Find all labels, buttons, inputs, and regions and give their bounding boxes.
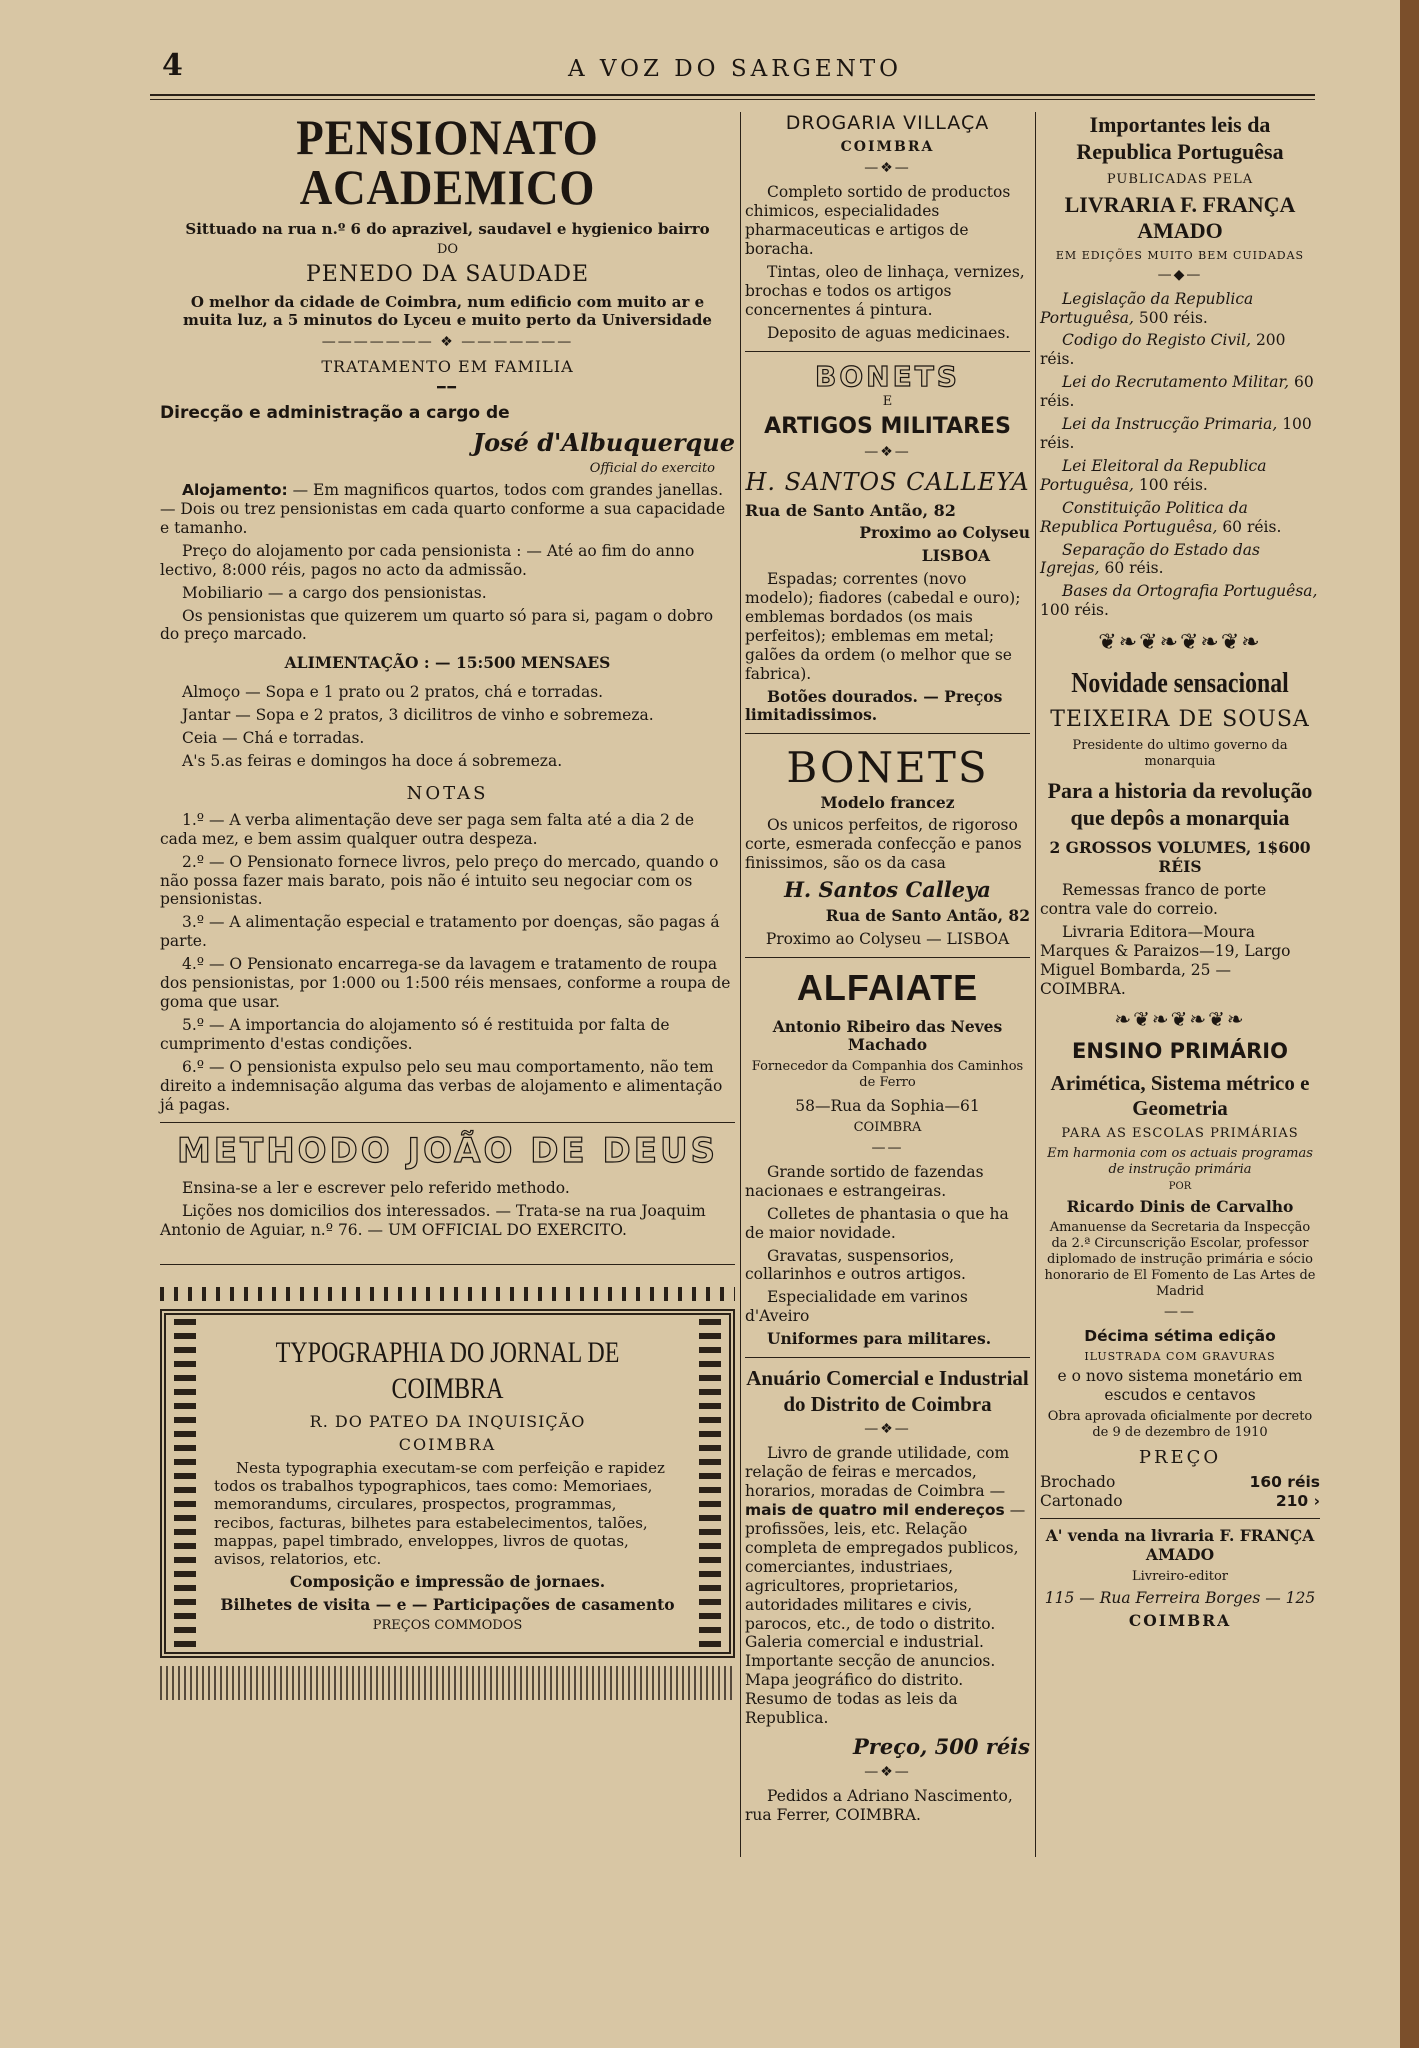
price-row-brochado xyxy=(1040,1473,1320,1492)
novidade-remessas: Remessas franco de porte contra vale do correio. xyxy=(1040,881,1267,919)
pensionato-tratamento: TRATAMENTO EM FAMILIA xyxy=(321,356,574,376)
bonets-modelo: Modelo francez xyxy=(820,792,955,812)
novidade-author: TEIXEIRA DE SOUSA xyxy=(1050,707,1310,733)
lei-item xyxy=(1040,541,1320,579)
divider-line xyxy=(745,733,1030,734)
drogaria-p1: Completo sortido de productos chimicos, especialidades pharmaceuticas e artigos de boracha. xyxy=(745,183,1011,259)
anuario-ad xyxy=(745,1366,1030,1824)
ensino-title: ENSINO PRIMÁRIO xyxy=(1072,1038,1288,1063)
ornament-divider: —— xyxy=(1164,1303,1196,1320)
calleya-near-2: Proximo ao Colyseu — LISBOA xyxy=(765,929,1010,948)
lei-item xyxy=(1040,331,1320,369)
pensionato-direccao: Direcção e administração a cargo de xyxy=(160,403,510,424)
ensino-preco-title: PREÇO xyxy=(1138,1446,1222,1468)
lei-title: Bases da Ortografia Portuguêsa, xyxy=(1062,582,1318,601)
pensionato-address: Sittuado na rua n.º 6 do aprazivel, saudavel e hygienico bairro xyxy=(185,220,710,238)
lei-price: 60 réis. xyxy=(1040,373,1314,411)
alfaiate-p1: Grande sortido de fazendas nacionaes e estrangeiras. xyxy=(745,1162,984,1200)
price-label: Brochado xyxy=(1040,1472,1116,1491)
lei-title: Legislação da Republica Portuguêsa, xyxy=(1040,289,1254,327)
lei-title: Separação do Estado das Igrejas, xyxy=(1040,540,1261,578)
anuario-text xyxy=(745,1444,1030,1728)
column-divider-1 xyxy=(740,112,741,1857)
pensionato-desc: O melhor da cidade de Coimbra, num edificio com muito ar e muita luz, a 5 minutos do Lyceu e muito perto da Universidade xyxy=(183,292,712,330)
alfaiate-address: 58—Rua da Sophia—61 xyxy=(795,1097,980,1116)
typographia-title: TYPOGRAPHIA DO JORNAL DE COIMBRA xyxy=(275,1335,620,1406)
price-value: 160 réis xyxy=(1249,1472,1320,1491)
column-left xyxy=(160,109,735,1658)
lei-item xyxy=(1040,373,1320,411)
pensionato-bairro: PENEDO DA SAUDADE xyxy=(305,262,590,288)
notas-title: NOTAS xyxy=(406,782,489,804)
lei-price: 100 réis. xyxy=(1040,415,1312,452)
ensino-gravuras: ILUSTRADA COM GRAVURAS xyxy=(1084,1349,1276,1363)
bonets-title: BONETS xyxy=(815,359,960,393)
lei-price: 200 réis. xyxy=(1040,331,1286,369)
anuario-text-b: — profissões, leis, etc. Relação completa de empregados publicos, comerciantes, industriaes, agricultores, proprietarios, autoridades militares e civis, parocos, etc., de todo o distrito. Galeria comercial e industrial. Importante secção de anuncios. Mapa jeográfico do distrito. Resumo de todas as leis da Republica. xyxy=(745,1501,1026,1728)
alfaiate-title: ALFAIATE xyxy=(796,966,979,1008)
novidade-vols: 2 GROSSOS VOLUMES, 1$600 RÉIS xyxy=(1049,838,1311,877)
typographia-city: COIMBRA xyxy=(398,1435,497,1455)
ensino-ad xyxy=(1040,1039,1320,1631)
ensino-city: COIMBRA xyxy=(1128,1611,1232,1631)
ensino-aprovada: Obra aprovada oficialmente por decreto de 9 de dezembro de 1910 xyxy=(1047,1408,1313,1440)
calleya-near: Proximo ao Colyseu xyxy=(859,523,1030,543)
lei-item xyxy=(1040,499,1320,537)
anuario-text-a: Livro de grande utilidade, com relação de feiras e mercados, horarios, moradas de Coimbra — xyxy=(745,1444,1010,1501)
novidade-title: Novidade sensacional xyxy=(1071,667,1289,699)
header-rule-bottom xyxy=(150,99,1315,100)
ensino-sistema: e o novo sistema monetário em escudos e centavos xyxy=(1057,1367,1303,1405)
nota-item: 3.º — A alimentação especial e tratamento por doenças, são pagas á parte. xyxy=(160,913,720,951)
pensionato-ad xyxy=(160,109,735,1114)
ensino-subject: Arimética, Sistema métrico e Geometria xyxy=(1050,1070,1310,1121)
ornament-divider: —◆— xyxy=(1157,266,1203,283)
methodo-title: METHODO JOÃO DE DEUS xyxy=(176,1131,719,1172)
typographia-bilhetes: Bilhetes de visita — e — Participações de casamento xyxy=(220,1594,675,1614)
pensionato-quarto: Os pensionistas que quizerem um quarto só para si, pagam o dobro do preço marcado. xyxy=(160,606,714,644)
divider-line xyxy=(160,1264,735,1265)
divider-line xyxy=(745,351,1030,352)
page-number: 4 xyxy=(162,48,183,83)
lei-title: Constituição Politica da Republica Portuguêsa, xyxy=(1040,498,1248,536)
lei-item xyxy=(1040,415,1320,453)
calleya-name-2: H. Santos Calleya xyxy=(784,877,991,903)
pensionato-alimentacao: ALIMENTAÇÃO : — 15:500 MENSAES xyxy=(284,653,611,673)
drogaria-city: COIMBRA xyxy=(840,139,935,156)
ensino-por: POR xyxy=(1168,1181,1192,1193)
lei-title: Lei do Recrutamento Militar, xyxy=(1062,373,1290,392)
header-rule-top xyxy=(150,94,1315,96)
lei-item xyxy=(1040,457,1320,495)
price-row-cartonado xyxy=(1040,1492,1320,1511)
price-value: 210 › xyxy=(1275,1491,1320,1510)
typographia-address: R. DO PATEO DA INQUISIÇÃO xyxy=(309,1411,586,1431)
ornament-divider: ━━ xyxy=(437,380,458,397)
divider-line xyxy=(160,1122,735,1123)
lei-price: 100 réis. xyxy=(1133,475,1208,494)
divider-line xyxy=(745,1357,1030,1358)
methodo-ad xyxy=(160,1131,735,1239)
novidade-ad xyxy=(1040,667,1320,999)
ornament-divider: ——————— ❖ ——————— xyxy=(321,333,574,350)
calleya-botoes: Botões dourados. — Preços limitadissimos. xyxy=(745,686,1003,725)
typographia-ad xyxy=(160,1309,735,1659)
ornament-scroll-divider: ❦❧❦❧❦❧❦❧ xyxy=(1098,630,1262,656)
ornament-divider: —❖— xyxy=(864,160,911,177)
nota-item: 5.º — A importancia do alojamento só é restituida por falta de cumprimento d'estas condições. xyxy=(160,1015,670,1053)
alfaiate-p3: Gravatas, suspensorios, collarinhos e outros artigos. xyxy=(745,1246,966,1284)
calleya-street: Rua de Santo Antão, 82 xyxy=(745,500,956,520)
divider-line xyxy=(1040,1518,1320,1519)
calleya-street-2: Rua de Santo Antão, 82 xyxy=(825,905,1030,925)
anuario-price: Preço, 500 réis xyxy=(852,1733,1030,1759)
pensionato-mobiliario: Mobiliario — a cargo dos pensionistas. xyxy=(182,583,487,602)
lei-price: 60 réis. xyxy=(1217,517,1282,536)
bonets-e: E xyxy=(882,393,893,409)
lei-price: 60 réis. xyxy=(1099,559,1164,578)
leis-livraria: LIVRARIA F. FRANÇA AMADO xyxy=(1064,191,1296,244)
ornament-border-bottom xyxy=(160,1666,735,1700)
ensino-author: Ricardo Dinis de Carvalho xyxy=(1066,1196,1294,1216)
menu-doce: A's 5.as feiras e domingos ha doce á sobremeza. xyxy=(182,751,563,770)
price-label: Cartonado xyxy=(1040,1491,1123,1510)
novidade-book: Para a historia da revolução que depôs a monarquia xyxy=(1047,777,1313,830)
pensionato-do: DO xyxy=(436,242,459,258)
lei-title: Codigo do Registo Civil, xyxy=(1062,331,1252,350)
ensino-venda: A' venda na livraria F. FRANÇA AMADO xyxy=(1045,1526,1315,1565)
calleya-name: H. SANTOS CALLEYA xyxy=(745,467,1030,496)
bonets-militares-ad xyxy=(745,360,1030,726)
ornament-divider: —❖— xyxy=(864,1763,911,1780)
pensionato-title: PENSIONATO ACADEMICO xyxy=(296,109,599,215)
ornament-divider: —— xyxy=(871,1139,904,1156)
alfaiate-p2: Colletes de phantasia o que ha de maior novidade. xyxy=(745,1204,1009,1242)
column-middle xyxy=(745,112,1030,1828)
anuario-pedidos: Pedidos a Adriano Nascimento, rua Ferrer, COIMBRA. xyxy=(745,1786,1013,1824)
alfaiate-supplier: Fornecedor da Companhia dos Caminhos de Ferro xyxy=(751,1059,1024,1091)
drogaria-p3: Deposito de aguas medicinaes. xyxy=(767,323,1011,342)
ensino-para: PARA AS ESCOLAS PRIMÁRIAS xyxy=(1061,1125,1299,1141)
bonets-modelo-ad xyxy=(745,742,1030,948)
ornament-divider: —❖— xyxy=(864,444,911,461)
alojamento-text: — Em magnificos quartos, todos com grandes janellas. — Dois ou trez pensionistas em cada quarto conforme a sua capacidade e tamanho. xyxy=(160,481,726,537)
bonets-modelo-text: Os unicos perfeitos, de rigoroso corte, esmerada confecção e panos finissimos, são os da casa xyxy=(745,816,1022,873)
drogaria-ad xyxy=(745,112,1030,343)
nota-item: 2.º — O Pensionato fornece livros, pelo preço do mercado, quando o não possa fazer mais barato, pois não é intuito seu negociar com os pensionistas. xyxy=(160,852,719,909)
ensino-author-desc: Amanuense da Secretaria da Inspecção da 2.ª Circunscrição Escolar, professor diplomado de instrução primária e sócio honorario de El Fomento de Las Artes de Madrid xyxy=(1044,1220,1316,1299)
menu-almoco: Almoço — Sopa e 1 prato ou 2 pratos, chá e torradas. xyxy=(182,683,604,702)
ensino-address: 115 — Rua Ferreira Borges — 125 xyxy=(1044,1589,1316,1608)
anuario-title: Anuário Comercial e Industrial do Distrito de Coimbra xyxy=(746,1366,1029,1416)
leis-title: Importantes leis da Republica Portuguêsa xyxy=(1076,112,1284,164)
column-divider-2 xyxy=(1035,112,1036,1857)
lei-item xyxy=(1040,290,1320,328)
typographia-content xyxy=(170,1335,725,1635)
lei-item xyxy=(1040,582,1320,620)
ensino-editor: Livreiro-editor xyxy=(1131,1569,1229,1585)
artigos-militares: ARTIGOS MILITARES xyxy=(764,413,1011,439)
pensionato-preco: Preço do alojamento por cada pensionista : — Até ao fim do anno lectivo, 8:000 réis, pagos no acto da admissão. xyxy=(160,541,695,579)
pensionato-director-name: José d'Albuquerque xyxy=(472,427,735,457)
leis-pub: PUBLICADAS PELA xyxy=(1106,171,1254,187)
anuario-text-bold: mais de quatro mil endereços xyxy=(745,1501,1005,1520)
ornament-scroll-divider: ❧❦❧❦❧❦❧ xyxy=(1114,1006,1246,1031)
ensino-harmonia: Em harmonia com os actuais programas de instrução primária xyxy=(1047,1145,1313,1177)
typographia-composicao: Composição e impressão de jornaes. xyxy=(289,1571,606,1591)
menu-jantar: Jantar — Sopa e 2 pratos, 3 dicilitros de vinho e sobremeza. xyxy=(182,706,654,725)
novidade-role: Presidente do ultimo governo da monarquia xyxy=(1072,737,1288,769)
alojamento-label: Alojamento: xyxy=(182,481,288,500)
nota-item: 6.º — O pensionista expulso pelo seu mau comportamento, não tem direito a indemnisação alguma das verbas de alojamento e alimentação já pagas. xyxy=(160,1057,723,1114)
divider-line xyxy=(745,957,1030,958)
alfaiate-p4: Especialidade em varinos d'Aveiro xyxy=(745,1288,968,1326)
ensino-edicao: Décima sétima edição xyxy=(1084,1326,1276,1345)
column-right xyxy=(1040,112,1320,1635)
methodo-line1: Ensina-se a ler e escrever pelo referido methodo. xyxy=(182,1178,570,1197)
lei-title: Lei Eleitoral da Republica Portuguêsa, xyxy=(1040,456,1267,494)
pensionato-director-role: Official do exercito xyxy=(589,461,715,477)
pensionato-alojamento xyxy=(160,481,735,538)
newspaper-title: A VOZ DO SARGENTO xyxy=(567,56,903,82)
page-edge xyxy=(1400,0,1419,2048)
alfaiate-city: COIMBRA xyxy=(853,1119,922,1135)
methodo-line2: Lições nos domicilios dos interessados. — Trata-se na rua Joaquim Antonio de Aguiar, n.º 76. — UM OFFICIAL DO EXERCITO. xyxy=(160,1201,706,1239)
drogaria-title: DROGARIA VILLAÇA xyxy=(785,112,990,134)
alfaiate-uniformes: Uniformes para militares. xyxy=(767,1329,992,1349)
drogaria-p2: Tintas, oleo de linhaça, vernizes, brochas e todos os artigos concernentes á pintura. xyxy=(745,262,1025,319)
menu-ceia: Ceia — Chá e torradas. xyxy=(182,729,365,748)
bonets-title-2: BONETS xyxy=(786,743,989,793)
typographia-precos: PREÇOS COMMODOS xyxy=(372,1618,523,1634)
typographia-text: Nesta typographia executam-se com perfeição e rapidez todos os trabalhos typographicos, taes como: Memoriaes, memorandums, circulares, prospectos, programmas, recibos, facturas, bilhetes para estabelecimentos, talões, mappas, papel timbrado, enveloppes, livros de quotas, avisos, relatorios, etc. xyxy=(214,1458,665,1569)
ornament-divider: —❖— xyxy=(864,1421,911,1438)
alfaiate-ad xyxy=(745,966,1030,1349)
lei-price: 500 réis. xyxy=(1133,308,1208,327)
alfaiate-name: Antonio Ribeiro das Neves Machado xyxy=(772,1016,1003,1055)
nota-item: 4.º — O Pensionato encarrega-se da lavagem e tratamento de roupa dos pensionistas, por 1:000 ou 1:500 réis mensaes, conforme a roupa de goma que usar. xyxy=(160,955,731,1011)
ornament-border-top xyxy=(160,1287,735,1301)
leis-ad xyxy=(1040,112,1320,620)
page-header xyxy=(150,48,1320,92)
novidade-livraria: Livraria Editora—Moura Marques & Paraizos—19, Largo Miguel Bombarda, 25 — COIMBRA. xyxy=(1040,922,1291,998)
calleya-text: Espadas; correntes (novo modelo); fiadores (cabedal e ouro); emblemas bordados (os mais perfeitos); emblemas em metal; galões da ordem (o melhor que se fabrica). xyxy=(745,570,1021,683)
calleya-city: LISBOA xyxy=(921,546,990,566)
nota-item: 1.º — A verba alimentação deve ser paga sem falta até a dia 2 de cada mez, e bem assim qualquer outra despeza. xyxy=(160,810,695,848)
lei-price: 100 réis. xyxy=(1040,601,1109,620)
leis-edicoes: EM EDIÇÕES MUITO BEM CUIDADAS xyxy=(1055,249,1305,263)
lei-title: Lei da Instrucção Primaria, xyxy=(1062,415,1278,434)
